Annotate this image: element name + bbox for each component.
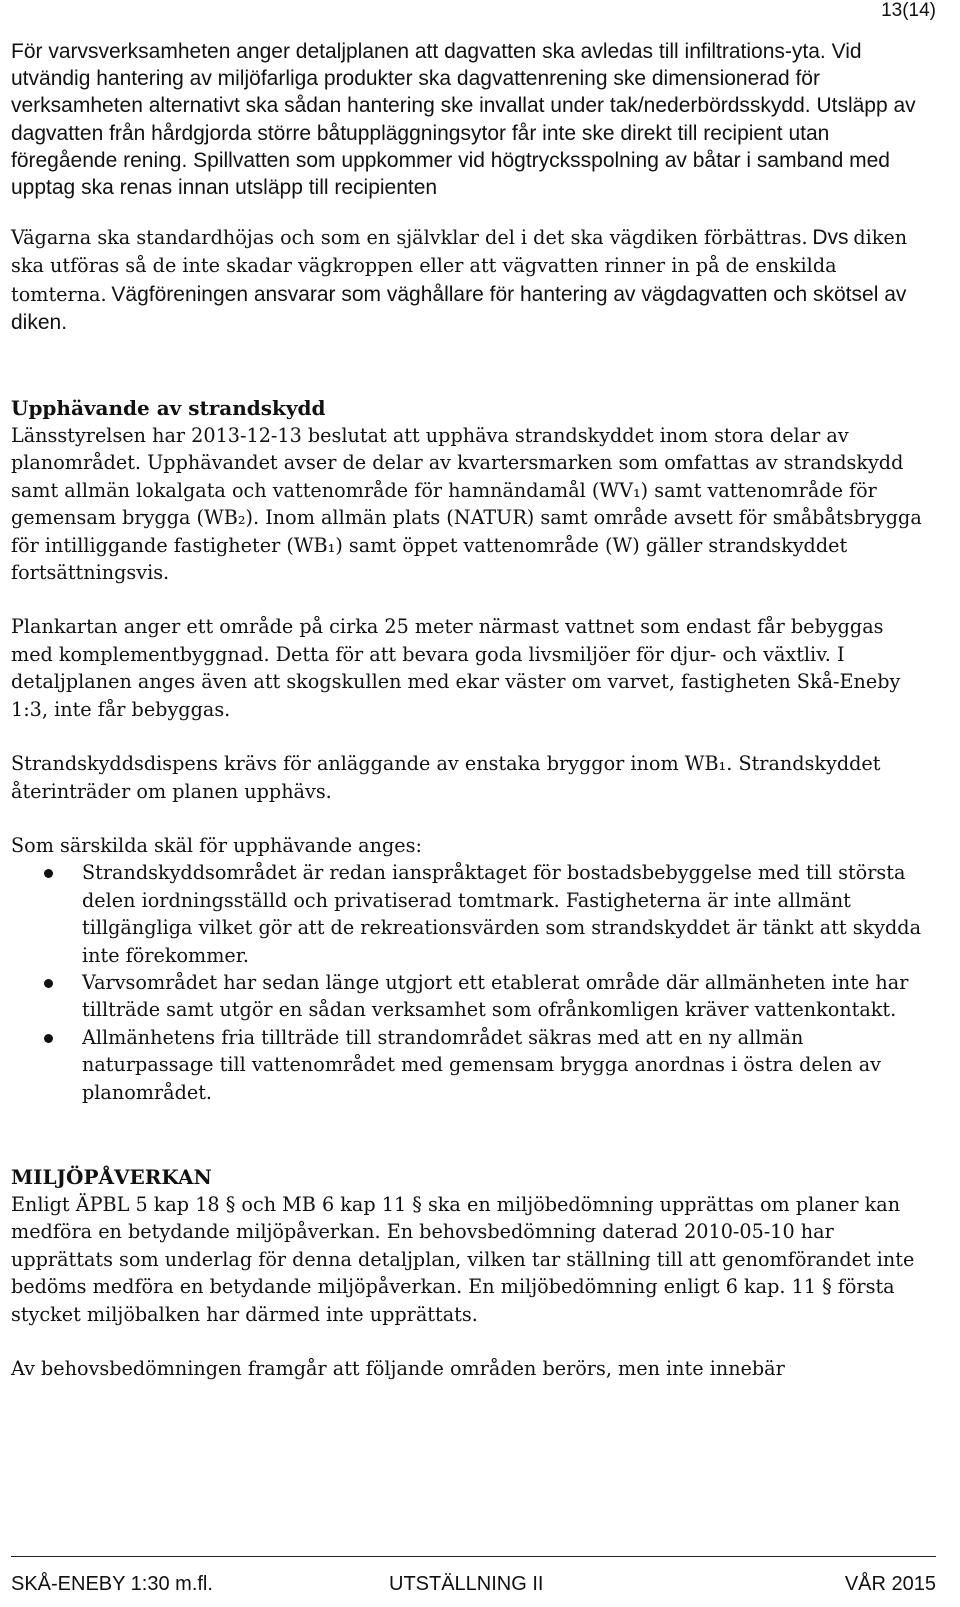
bullet-icon [44, 1034, 53, 1043]
document-body [11, 38, 929, 1382]
bullet-icon [44, 979, 53, 988]
paragraph-lansstyrelsen: Länsstyrelsen har 2013-12-13 beslutat att upphäva strandskyddet inom stora delar av planområdet. Upphävandet avser de delar av kvartersmarken som omfattas av strandskydd samt allmän lokalgata och vattenområde för hamnändamål (WV₁) samt vattenområde för gemensam brygga (WB₂). Inom allmän plats (NATUR) samt område avsett för småbåtsbrygga för intilliggande fastigheter (WB₁) samt öppet vattenområde (W) gäller strandskyddet fortsättningsvis. [11, 424, 922, 585]
paragraph-dagvatten [11, 38, 929, 201]
paragraph-sarskilda-skal: Som särskilda skäl för upphävande anges: [11, 833, 422, 857]
heading-miljopaverkan: MILJÖPÅVERKAN [11, 1164, 212, 1189]
page-number: 13(14) [881, 0, 936, 21]
paragraph-vagar [11, 224, 929, 337]
footer-date: VÅR 2015 [844, 1573, 936, 1595]
list-item-text: Strandskyddsområdet är redan ianspråktaget för bostadsbebyggelse med till största delen iordningsställd och privatiserad tomtmark. Fastigheterna är inte allmänt tillgängliga vilket gör att de rekreationsvärden som strandskyddet är tänkt att skydda inte förekommer. [82, 861, 922, 967]
list-item [11, 859, 929, 969]
paragraph-vagar-text-3: diken ska utföras så de inte skadar vägkroppen eller att vägvatten rinner in på de enskilda tomterna. [11, 226, 908, 306]
heading-upphavande-strandskydd: Upphävande av strandskydd [11, 396, 326, 421]
paragraph-spillvatten-text: Spillvatten som uppkommer vid högtrycksspolning av båtar i samband med upptag ska renas innan utsläpp till recipienten [11, 148, 890, 200]
footer-project-name: SKÅ-ENEBY 1:30 m.fl. [11, 1573, 213, 1595]
page-footer [11, 1572, 936, 1596]
paragraph-strandskyddsdispens: Strandskyddsdispens krävs för anläggande av enstaka bryggor inom WB₁. Strandskyddet återinträder om planen upphävs. [11, 752, 881, 803]
list-item [11, 1024, 929, 1106]
footer-stage: UTSTÄLLNING II [389, 1573, 544, 1595]
paragraph-vagar-text-1: Vägarna ska standardhöjas och som en självklar del i det ska vägdiken förbättras. [11, 226, 808, 250]
list-item-text: Varvsområdet har sedan länge utgjort ett etablerat område där allmänheten inte har tillträde samt utgör en sådan verksamhet som ofrånkomligen kräver vattenkontakt. [82, 970, 909, 1022]
footer-divider [11, 1556, 936, 1557]
reasons-list [11, 859, 929, 1106]
paragraph-miljobedomning: Enligt ÄPBL 5 kap 18 § och MB 6 kap 11 § ska en miljöbedömning upprättas om planer kan medföra en betydande miljöpåverkan. En behovsbedömning daterad 2010-05-10 har upprättats som underlag för denna detaljplan, vilken tar ställning till att genomförandet inte bedöms medföra en betydande miljöpåverkan. En miljöbedömning enligt 6 kap. 11 § första stycket miljöbalken har därmed inte upprättats. [11, 1192, 915, 1326]
paragraph-vagar-text-4: Vägföreningen ansvarar som väghållare för hantering av vägdagvatten och skötsel av diken. [11, 282, 907, 334]
paragraph-dagvatten-text: För varvsverksamheten anger detaljplanen att dagvatten ska avledas till infiltrations-yta. Vid utvändig hantering av miljöfarliga produkter ska dagvattenrening ske dimensionerad för verksamheten alternativt ska sådan hantering ske invallat under tak/nederbördsskydd. Utsläpp av dagvatten från hårdgjorda större båtuppläggningsytor får inte ske direkt till recipient utan föregående rening. [11, 40, 916, 172]
paragraph-behovsbedomning: Av behovsbedömningen framgår att följande områden berörs, men inte innebär [11, 1357, 785, 1380]
list-item [11, 969, 929, 1024]
bullet-icon [44, 869, 53, 878]
list-item-text: Allmänhetens fria tillträde till strandområdet säkras med att en ny allmän naturpassage till vattenområdet med gemensam brygga anordnas i östra delen av planområdet. [82, 1025, 881, 1104]
paragraph-plankartan: Plankartan anger ett område på cirka 25 meter närmast vattnet som endast får bebyggas med komplementbyggnad. Detta för att bevara goda livsmiljöer för djur- och växtliv. I detaljplanen anges även att skogskullen med ekar väster om varvet, fastigheten Skå-Eneby 1:3, inte får bebyggas. [11, 615, 901, 721]
paragraph-vagar-text-2: Dvs [812, 226, 849, 250]
